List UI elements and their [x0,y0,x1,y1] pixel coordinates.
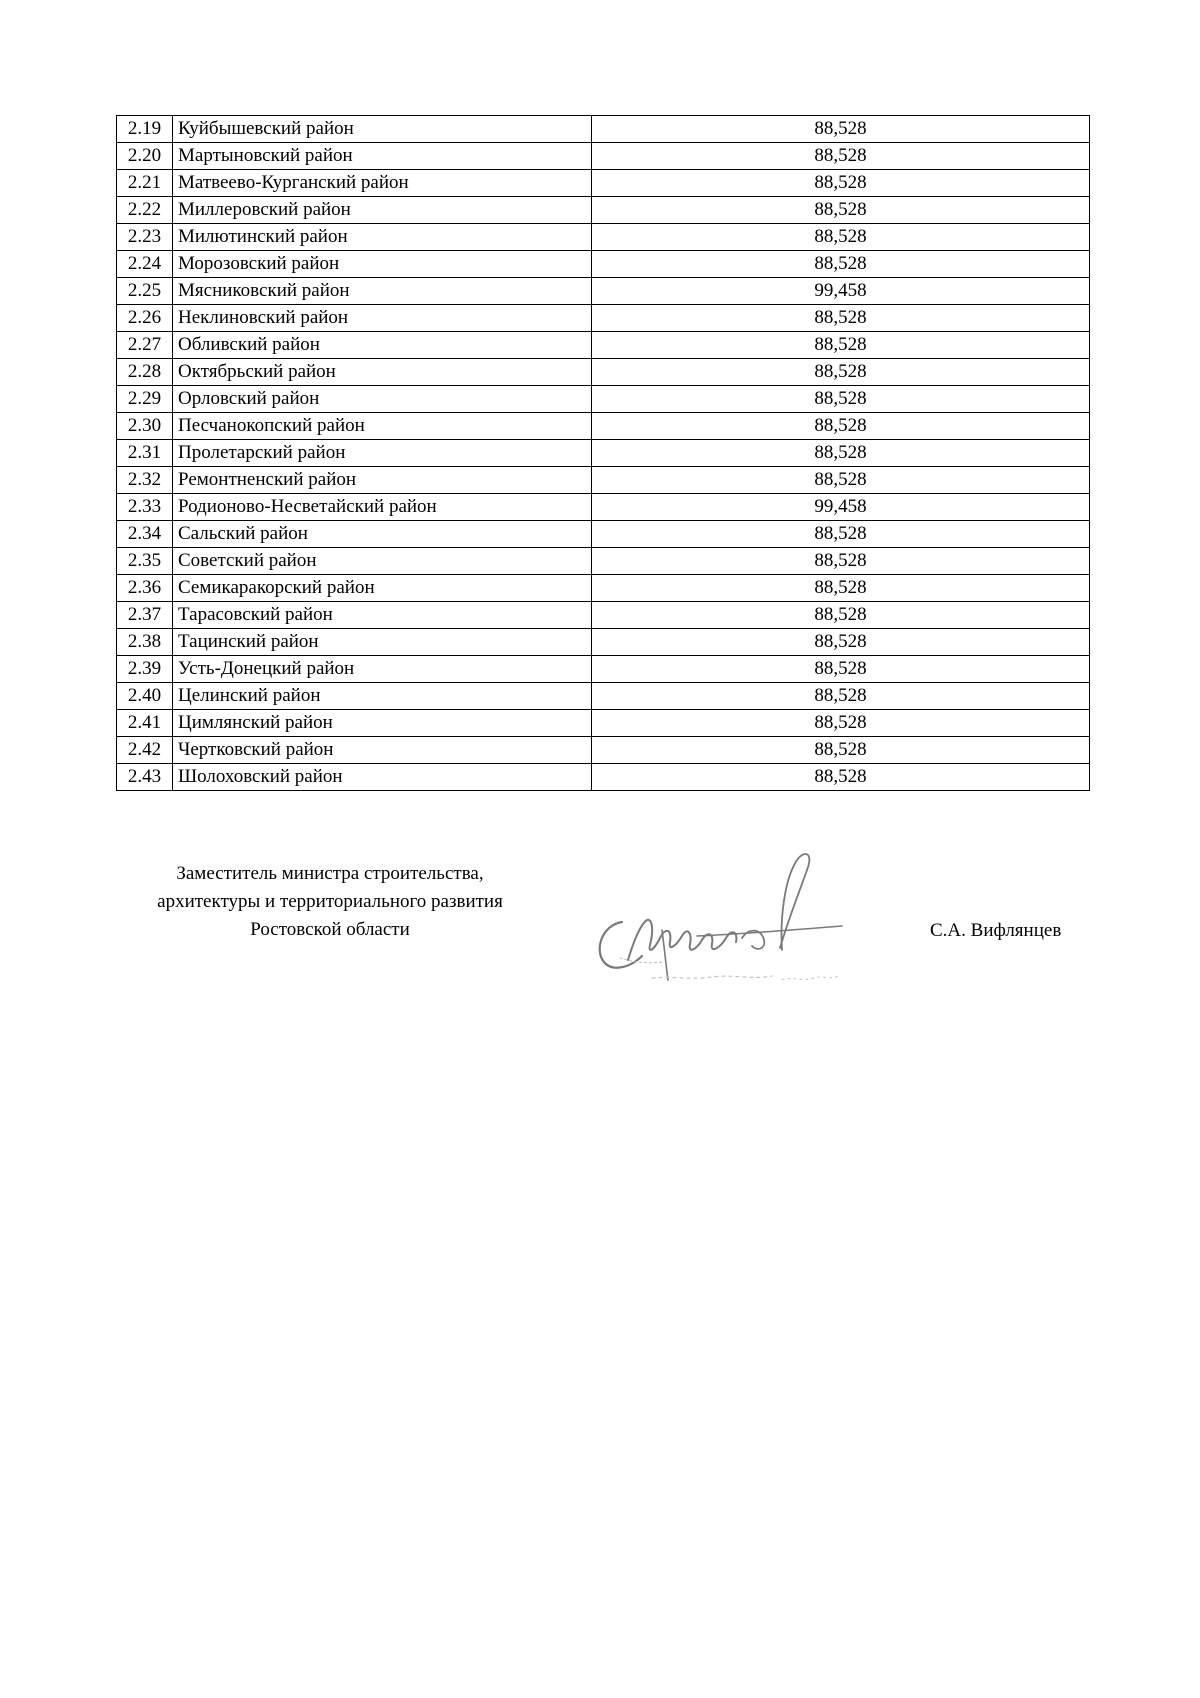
table-row [117,656,1090,683]
row-number-cell: 2.43 [117,764,173,791]
table-row [117,575,1090,602]
value-cell: 88,528 [592,116,1090,143]
district-name-cell: Октябрьский район [173,359,592,386]
row-number-cell: 2.26 [117,305,173,332]
row-number-cell: 2.38 [117,629,173,656]
value-cell: 99,458 [592,278,1090,305]
table-row [117,737,1090,764]
district-name-cell: Сальский район [173,521,592,548]
rates-table-body [117,116,1090,791]
district-name-cell: Морозовский район [173,251,592,278]
district-name-cell: Пролетарский район [173,440,592,467]
value-cell: 99,458 [592,494,1090,521]
value-cell: 88,528 [592,359,1090,386]
value-cell: 88,528 [592,143,1090,170]
value-cell: 88,528 [592,548,1090,575]
table-row [117,332,1090,359]
table-row [117,278,1090,305]
row-number-cell: 2.35 [117,548,173,575]
value-cell: 88,528 [592,764,1090,791]
district-name-cell: Миллеровский район [173,197,592,224]
signatory-position-line-2: архитектуры и территориального развития [157,891,503,912]
value-cell: 88,528 [592,521,1090,548]
district-name-cell: Песчанокопский район [173,413,592,440]
signatory-name: С.А. Вифлянцев [930,920,1062,941]
row-number-cell: 2.22 [117,197,173,224]
district-name-cell: Милютинский район [173,224,592,251]
table-row [117,251,1090,278]
value-cell: 88,528 [592,413,1090,440]
row-number-cell: 2.23 [117,224,173,251]
value-cell: 88,528 [592,251,1090,278]
district-name-cell: Неклиновский район [173,305,592,332]
signatory-position [115,860,545,944]
row-number-cell: 2.21 [117,170,173,197]
value-cell: 88,528 [592,332,1090,359]
table-row [117,602,1090,629]
value-cell: 88,528 [592,602,1090,629]
row-number-cell: 2.32 [117,467,173,494]
signatory-position-line-3: Ростовской области [250,919,410,940]
district-name-cell: Куйбышевский район [173,116,592,143]
table-row [117,170,1090,197]
district-name-cell: Обливский район [173,332,592,359]
value-cell: 88,528 [592,224,1090,251]
district-name-cell: Тацинский район [173,629,592,656]
table-row [117,386,1090,413]
table-row [117,494,1090,521]
table-row [117,359,1090,386]
value-cell: 88,528 [592,386,1090,413]
table-row [117,764,1090,791]
table-row [117,116,1090,143]
row-number-cell: 2.37 [117,602,173,629]
table-row [117,683,1090,710]
row-number-cell: 2.40 [117,683,173,710]
table-row [117,440,1090,467]
district-name-cell: Ремонтненский район [173,467,592,494]
district-name-cell: Чертковский район [173,737,592,764]
value-cell: 88,528 [592,467,1090,494]
district-name-cell: Мясниковский район [173,278,592,305]
row-number-cell: 2.25 [117,278,173,305]
district-name-cell: Мартыновский район [173,143,592,170]
table-row [117,197,1090,224]
rates-table [116,115,1090,791]
district-name-cell: Советский район [173,548,592,575]
district-name-cell: Семикаракорский район [173,575,592,602]
table-row [117,548,1090,575]
row-number-cell: 2.29 [117,386,173,413]
row-number-cell: 2.36 [117,575,173,602]
value-cell: 88,528 [592,683,1090,710]
row-number-cell: 2.33 [117,494,173,521]
row-number-cell: 2.30 [117,413,173,440]
district-name-cell: Шолоховский район [173,764,592,791]
row-number-cell: 2.27 [117,332,173,359]
district-name-cell: Цимлянский район [173,710,592,737]
row-number-cell: 2.39 [117,656,173,683]
signatory-position-line-1: Заместитель министра строительства, [176,863,484,884]
value-cell: 88,528 [592,197,1090,224]
value-cell: 88,528 [592,440,1090,467]
district-name-cell: Матвеево-Курганский район [173,170,592,197]
value-cell: 88,528 [592,629,1090,656]
table-row [117,521,1090,548]
table-row [117,224,1090,251]
table-row [117,710,1090,737]
value-cell: 88,528 [592,710,1090,737]
row-number-cell: 2.31 [117,440,173,467]
district-name-cell: Тарасовский район [173,602,592,629]
row-number-cell: 2.20 [117,143,173,170]
table-row [117,467,1090,494]
row-number-cell: 2.34 [117,521,173,548]
district-name-cell: Целинский район [173,683,592,710]
table-row [117,305,1090,332]
value-cell: 88,528 [592,170,1090,197]
handwritten-signature [592,830,872,990]
value-cell: 88,528 [592,737,1090,764]
value-cell: 88,528 [592,656,1090,683]
row-number-cell: 2.24 [117,251,173,278]
district-name-cell: Родионово-Несветайский район [173,494,592,521]
row-number-cell: 2.28 [117,359,173,386]
row-number-cell: 2.19 [117,116,173,143]
row-number-cell: 2.42 [117,737,173,764]
district-name-cell: Орловский район [173,386,592,413]
table-row [117,143,1090,170]
value-cell: 88,528 [592,575,1090,602]
row-number-cell: 2.41 [117,710,173,737]
table-row [117,413,1090,440]
value-cell: 88,528 [592,305,1090,332]
district-name-cell: Усть-Донецкий район [173,656,592,683]
table-row [117,629,1090,656]
